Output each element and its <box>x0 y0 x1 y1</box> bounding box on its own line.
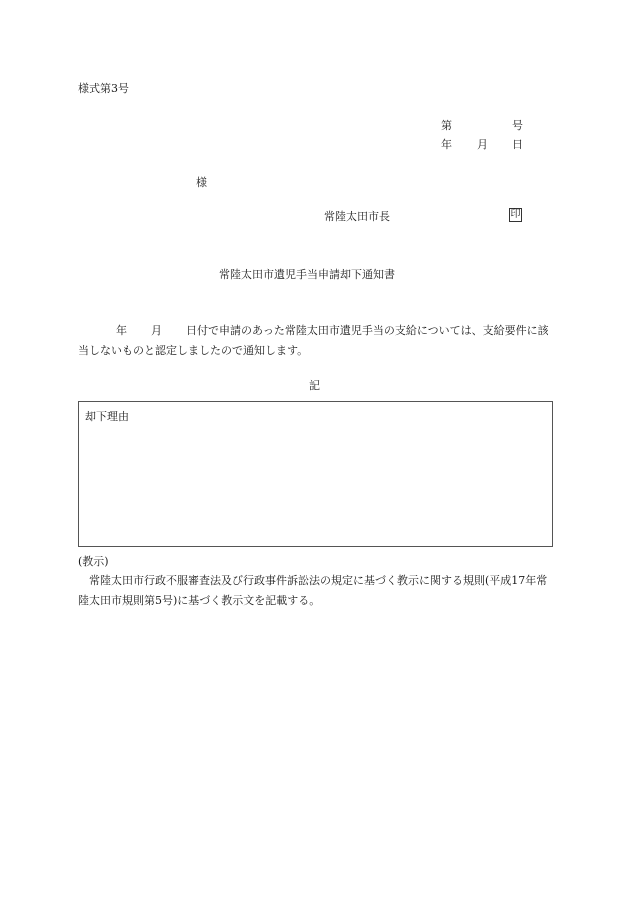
rejection-reason-label: 却下理由 <box>85 410 129 423</box>
body-paragraph <box>78 321 554 361</box>
notice-text: 常陸太田市行政不服審査法及び行政事件訴訟法の規定に基づく教示に関する規則(平成17年常陸太田市規則第5号)に基づく教示文を記載する。 <box>78 574 548 607</box>
body-year: 年 <box>116 324 127 337</box>
form-number: 様式第3号 <box>78 82 129 95</box>
date-year: 年 <box>441 138 452 151</box>
number-prefix: 第 <box>441 119 452 132</box>
issuer-name: 常陸太田市長 <box>324 210 390 223</box>
date-month: 月 <box>477 138 488 151</box>
document-title: 常陸太田市遺児手当申請却下通知書 <box>219 268 395 281</box>
ki-heading: 記 <box>309 379 320 392</box>
body-text: 日付で申請のあった常陸太田市遺児手当の支給については、支給要件に該当しないものと認定しましたので通知します。 <box>78 324 549 357</box>
number-suffix: 号 <box>512 119 523 132</box>
addressee-honorific: 様 <box>196 176 207 189</box>
date-day: 日 <box>512 138 523 151</box>
notice-heading: (教示) <box>78 555 109 568</box>
rejection-reason-box <box>78 401 553 547</box>
body-month: 月 <box>151 324 162 337</box>
seal-mark: 印 <box>510 209 521 220</box>
